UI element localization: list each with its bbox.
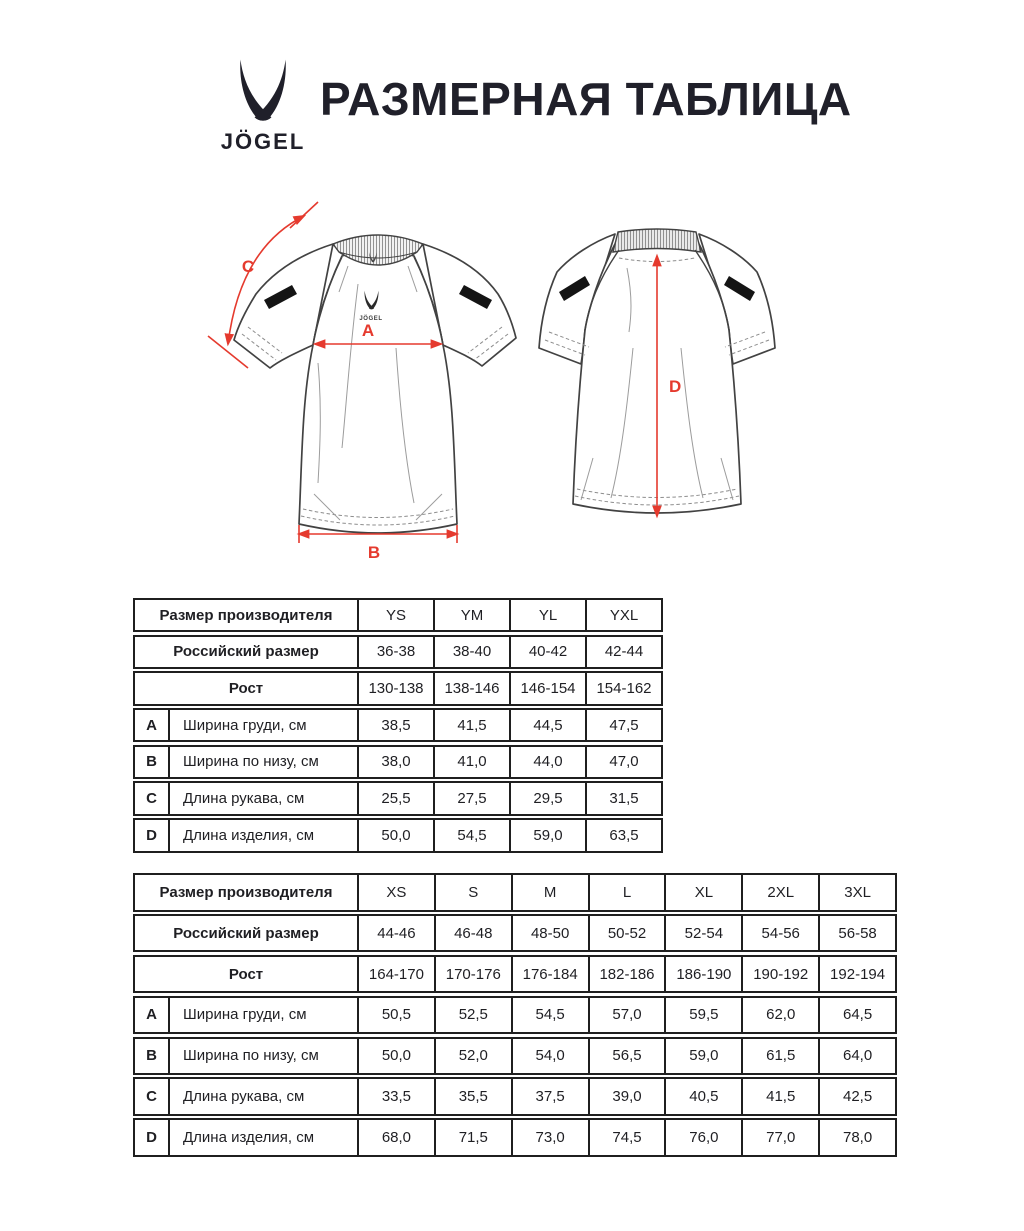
measure-value-cell: 29,5 <box>509 783 585 813</box>
size-value-cell: 40-42 <box>509 637 585 667</box>
measure-label-cell: Ширина по низу, см <box>168 1039 357 1074</box>
shirt-back-collar <box>613 229 701 252</box>
row-label-cell: Российский размер <box>173 643 319 661</box>
brand-logo-icon <box>232 58 294 126</box>
table-header-row <box>133 873 897 912</box>
size-value-cell: 130-138 <box>357 673 433 703</box>
size-value-cell: 186-190 <box>664 957 741 992</box>
table-measure-row <box>133 1118 897 1157</box>
size-value-cell: M <box>511 875 588 910</box>
measure-letter-cell: C <box>146 790 157 808</box>
measure-value-cell: 54,5 <box>433 820 509 850</box>
size-table-adult <box>133 873 897 1157</box>
shirt-front-outline <box>234 244 516 533</box>
measure-value-cell: 62,0 <box>741 998 818 1033</box>
row-label-cell: Рост <box>228 965 264 983</box>
measure-letter-cell: D <box>146 826 157 844</box>
measure-value-cell: 37,5 <box>511 1079 588 1114</box>
measure-value-cell: 50,0 <box>357 820 433 850</box>
row-label-cell: Размер производителя <box>159 883 333 901</box>
measure-value-cell: 59,0 <box>509 820 585 850</box>
bottom-width-label: B <box>367 543 381 562</box>
measure-letter-cell: B <box>146 1047 157 1065</box>
measure-value-cell: 38,0 <box>357 747 433 777</box>
size-table-youth <box>133 598 663 853</box>
row-label-cell: Размер производителя <box>159 606 333 624</box>
size-value-cell: 56-58 <box>818 916 895 951</box>
measure-label-cell: Длина изделия, см <box>168 1120 357 1155</box>
measure-value-cell: 63,5 <box>585 820 661 850</box>
table-measure-row <box>133 996 897 1035</box>
measure-value-cell: 41,0 <box>433 747 509 777</box>
size-value-cell: 192-194 <box>818 957 895 992</box>
size-value-cell: 44-46 <box>357 916 434 951</box>
measure-value-cell: 50,5 <box>357 998 434 1033</box>
shirt-front-chest-wordmark: JÖGEL <box>359 316 383 322</box>
size-value-cell: 182-186 <box>588 957 665 992</box>
size-value-cell: YL <box>509 600 585 630</box>
size-value-cell: 52-54 <box>664 916 741 951</box>
size-value-cell: YM <box>433 600 509 630</box>
measure-letter-cell: D <box>146 1129 157 1147</box>
measure-value-cell: 74,5 <box>588 1120 665 1155</box>
size-value-cell: 176-184 <box>511 957 588 992</box>
measure-value-cell: 61,5 <box>741 1039 818 1074</box>
measure-value-cell: 50,0 <box>357 1039 434 1074</box>
measure-value-cell: 71,5 <box>434 1120 511 1155</box>
measure-value-cell: 52,0 <box>434 1039 511 1074</box>
measure-value-cell: 38,5 <box>357 710 433 740</box>
measure-value-cell: 44,0 <box>509 747 585 777</box>
measure-value-cell: 40,5 <box>664 1079 741 1114</box>
measure-label-cell: Ширина по низу, см <box>168 747 357 777</box>
size-value-cell: 146-154 <box>509 673 585 703</box>
measure-value-cell: 77,0 <box>741 1120 818 1155</box>
table-header-row <box>133 914 897 953</box>
measure-value-cell: 59,5 <box>664 998 741 1033</box>
size-value-cell: 170-176 <box>434 957 511 992</box>
measure-value-cell: 31,5 <box>585 783 661 813</box>
size-value-cell: 190-192 <box>741 957 818 992</box>
size-value-cell: 50-52 <box>588 916 665 951</box>
measure-label-cell: Длина рукава, см <box>168 1079 357 1114</box>
measure-letter-cell: A <box>146 1006 157 1024</box>
size-value-cell: 164-170 <box>357 957 434 992</box>
measure-value-cell: 41,5 <box>741 1079 818 1114</box>
measure-value-cell: 44,5 <box>509 710 585 740</box>
measure-value-cell: 39,0 <box>588 1079 665 1114</box>
size-value-cell: S <box>434 875 511 910</box>
measure-letter-cell: C <box>146 1088 157 1106</box>
measure-value-cell: 52,5 <box>434 998 511 1033</box>
size-value-cell: 2XL <box>741 875 818 910</box>
size-value-cell: YS <box>357 600 433 630</box>
size-value-cell: XS <box>357 875 434 910</box>
measure-label-cell: Ширина груди, см <box>168 710 357 740</box>
brand-logo <box>200 58 326 155</box>
measure-value-cell: 64,5 <box>818 998 895 1033</box>
table-measure-row <box>133 781 663 815</box>
measure-letter-cell: B <box>146 753 157 771</box>
page-title: РАЗМЕРНАЯ ТАБЛИЦА <box>320 73 852 125</box>
table-header-row <box>133 955 897 994</box>
size-value-cell: L <box>588 875 665 910</box>
measure-value-cell: 35,5 <box>434 1079 511 1114</box>
size-value-cell: 138-146 <box>433 673 509 703</box>
size-value-cell: XL <box>664 875 741 910</box>
measure-value-cell: 68,0 <box>357 1120 434 1155</box>
size-value-cell: YXL <box>585 600 661 630</box>
size-value-cell: 48-50 <box>511 916 588 951</box>
measure-value-cell: 56,5 <box>588 1039 665 1074</box>
measure-label-cell: Длина изделия, см <box>168 820 357 850</box>
table-measure-row <box>133 818 663 852</box>
measure-label-cell: Ширина груди, см <box>168 998 357 1033</box>
table-header-row <box>133 635 663 669</box>
measure-value-cell: 25,5 <box>357 783 433 813</box>
brand-wordmark: JÖGEL <box>220 129 306 154</box>
size-value-cell: 46-48 <box>434 916 511 951</box>
sleeve-length-label: C <box>241 257 255 276</box>
size-value-cell: 42-44 <box>585 637 661 667</box>
measure-value-cell: 33,5 <box>357 1079 434 1114</box>
measure-value-cell: 73,0 <box>511 1120 588 1155</box>
measure-value-cell: 64,0 <box>818 1039 895 1074</box>
table-header-row <box>133 671 663 705</box>
size-value-cell: 154-162 <box>585 673 661 703</box>
measure-label-cell: Длина рукава, см <box>168 783 357 813</box>
measure-value-cell: 54,5 <box>511 998 588 1033</box>
measure-value-cell: 47,5 <box>585 710 661 740</box>
table-measure-row <box>133 1037 897 1076</box>
measure-value-cell: 41,5 <box>433 710 509 740</box>
measure-value-cell: 76,0 <box>664 1120 741 1155</box>
measure-value-cell: 54,0 <box>511 1039 588 1074</box>
size-value-cell: 36-38 <box>357 637 433 667</box>
measure-value-cell: 78,0 <box>818 1120 895 1155</box>
table-measure-row <box>133 708 663 742</box>
size-value-cell: 38-40 <box>433 637 509 667</box>
measure-value-cell: 59,0 <box>664 1039 741 1074</box>
measure-value-cell: 57,0 <box>588 998 665 1033</box>
table-header-row <box>133 598 663 632</box>
chest-width-label: A <box>361 321 375 340</box>
row-label-cell: Российский размер <box>173 924 319 942</box>
shirt-back-diagram <box>533 208 801 548</box>
row-label-cell: Рост <box>228 680 264 698</box>
size-value-cell: 54-56 <box>741 916 818 951</box>
shirt-front-diagram <box>198 198 520 570</box>
measure-value-cell: 27,5 <box>433 783 509 813</box>
size-value-cell: 3XL <box>818 875 895 910</box>
table-measure-row <box>133 1077 897 1116</box>
measure-value-cell: 42,5 <box>818 1079 895 1114</box>
measure-letter-cell: A <box>146 716 157 734</box>
garment-length-label: D <box>669 377 682 396</box>
measure-value-cell: 47,0 <box>585 747 661 777</box>
table-measure-row <box>133 745 663 779</box>
